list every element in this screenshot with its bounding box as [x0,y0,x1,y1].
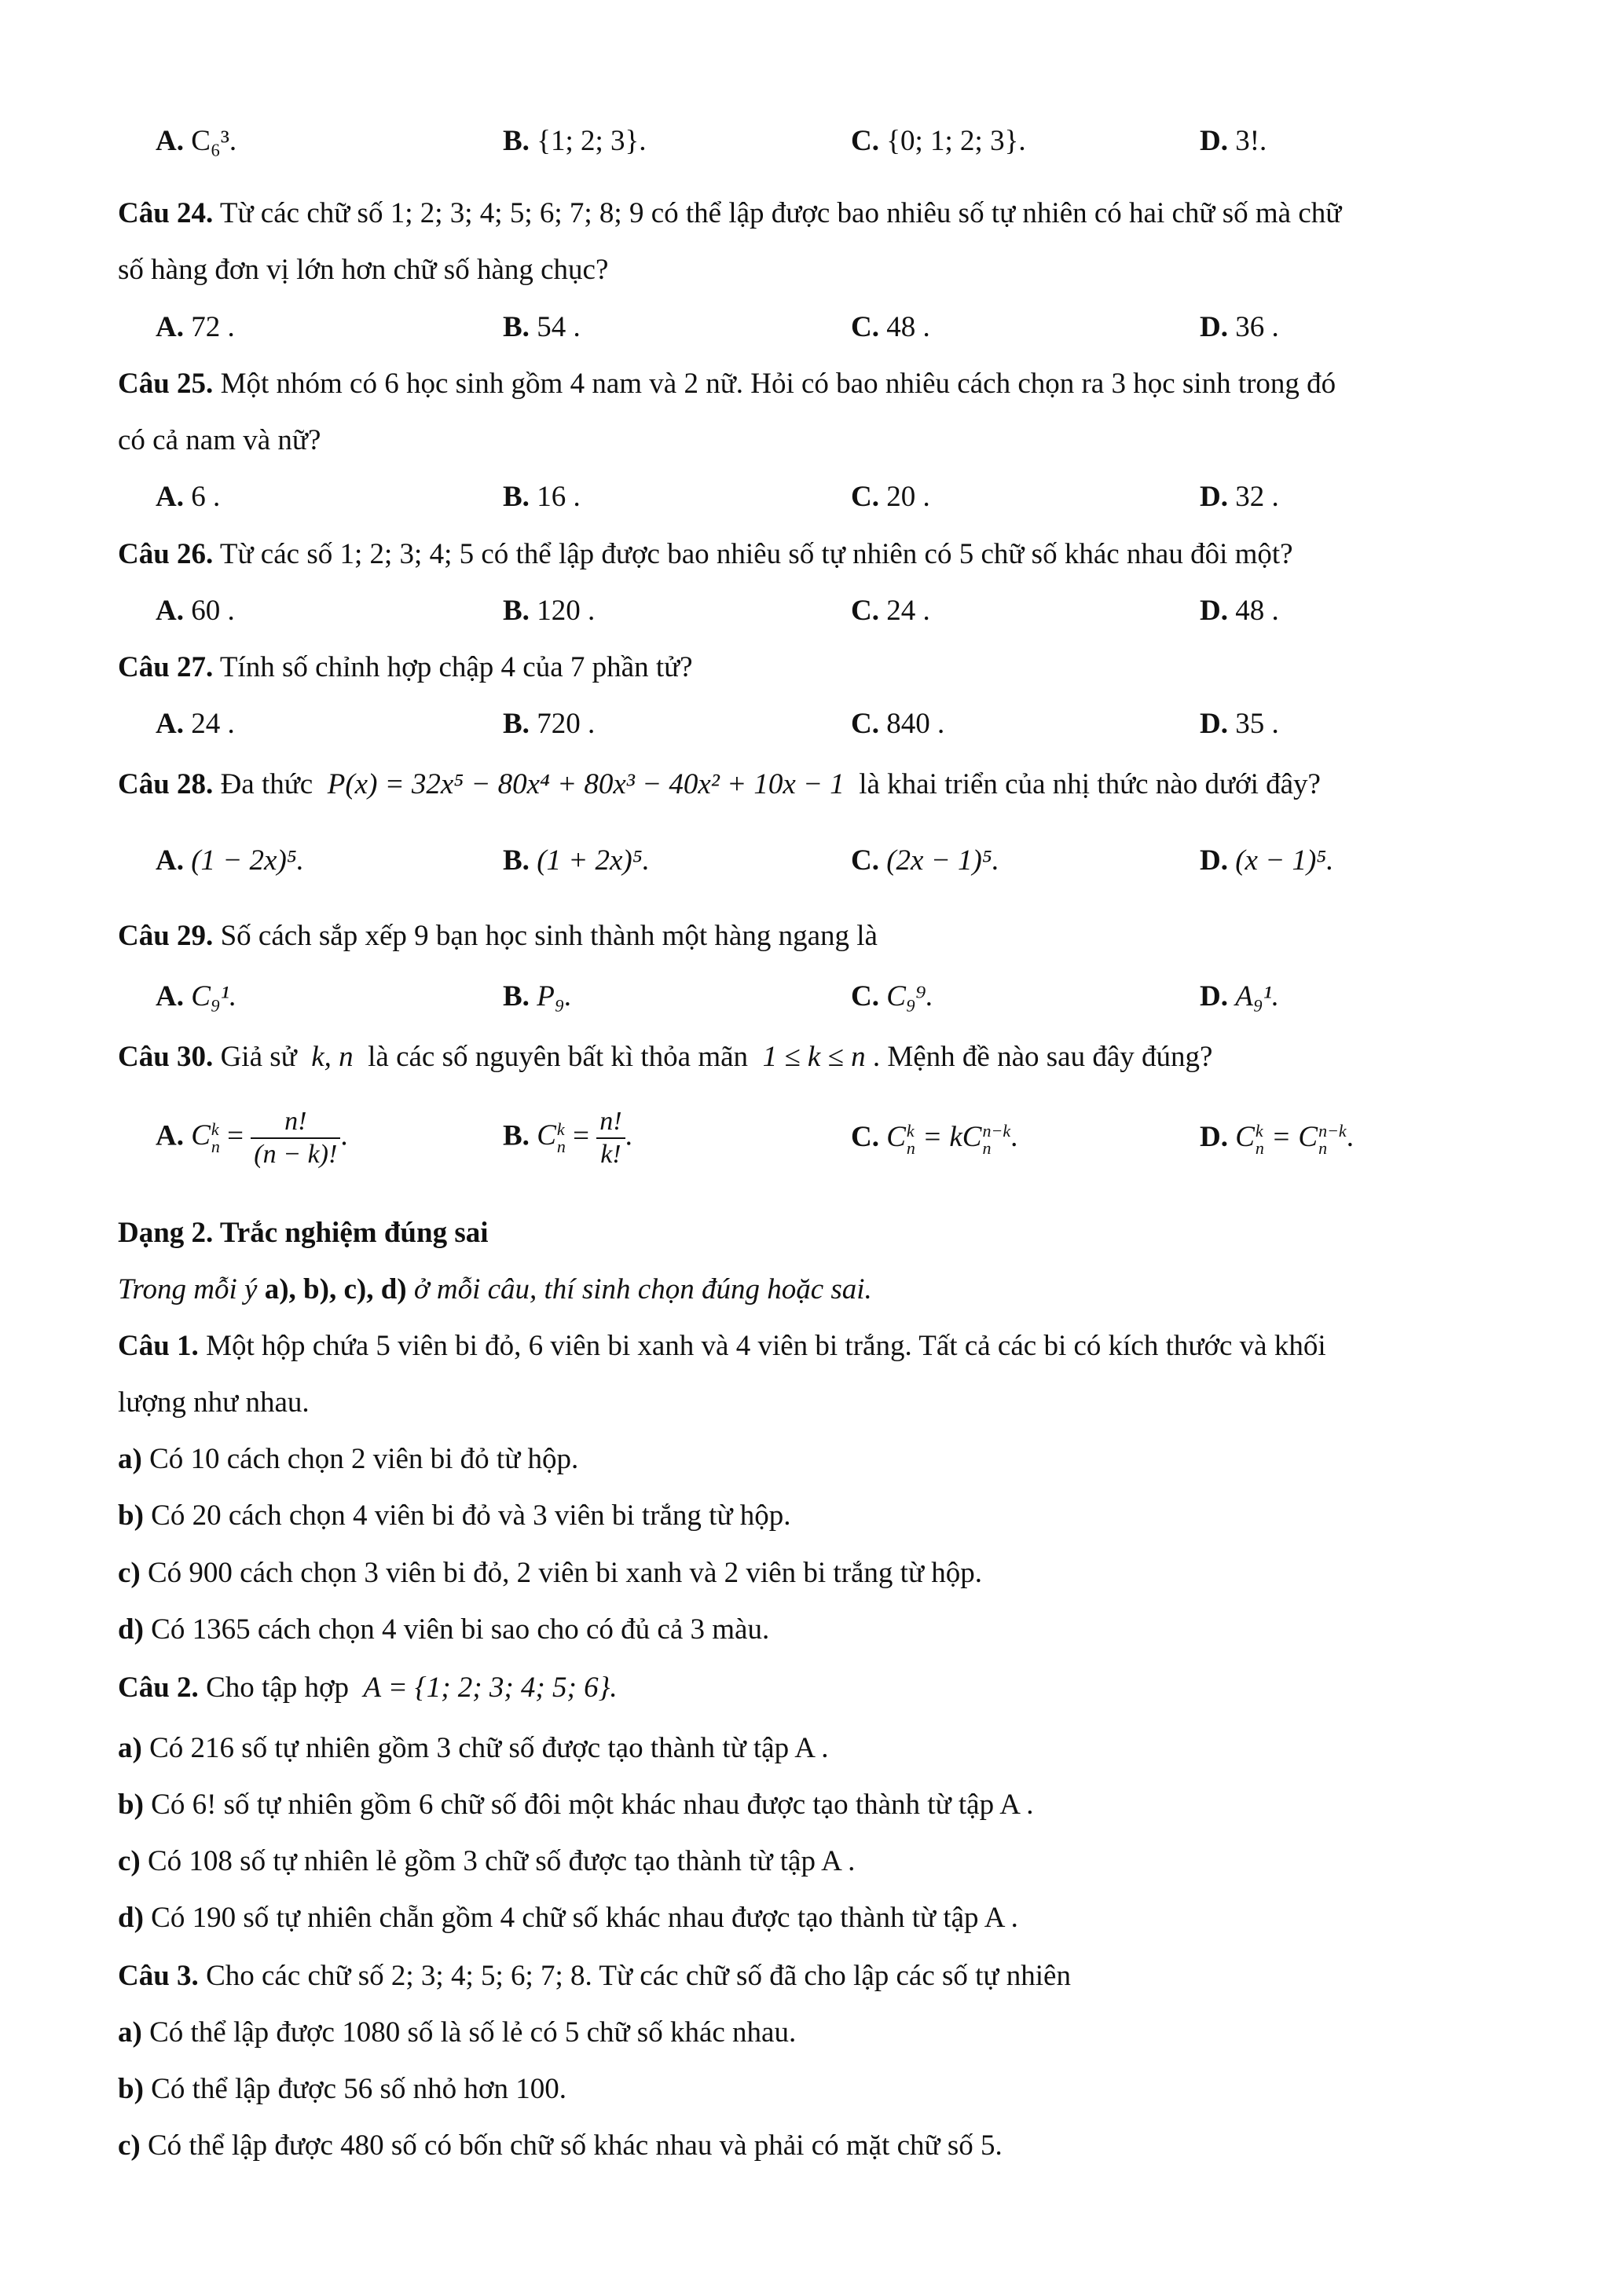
q30-options [0,1100,1624,1186]
q27-option-b: B. 720 . [503,708,596,740]
section-note: Trong mỗi ý a), b), c), d) ở mỗi câu, thí sinh chọn đúng hoặc sai. [118,1273,872,1305]
q27-option-c: C. 840 . [851,708,945,740]
q23-option-b: B. {1; 2; 3}. [503,125,647,157]
s2q2-item-d: d) Có 190 số tự nhiên chẵn gồm 4 chữ số khác nhau được tạo thành từ tập A . [118,1902,1018,1934]
s2q3-item-b: b) Có thể lập được 56 số nhỏ hơn 100. [118,2073,566,2105]
q26-option-c: C. 24 . [851,595,930,627]
q25-stem-line1: Câu 25. Một nhóm có 6 học sinh gồm 4 nam và 2 nữ. Hỏi có bao nhiêu cách chọn ra 3 học sinh trong đó [118,368,1336,400]
q29-option-b: B. P₉. [503,980,572,1013]
q28-option-a: A. (1 − 2x)⁵. [156,844,304,877]
q27-stem: Câu 27. Tính số chỉnh hợp chập 4 của 7 phần tử? [118,651,693,683]
q23-option-d: D. 3!. [1200,125,1267,157]
q30-label: Câu 30. [118,1041,214,1073]
q29-label: Câu 29. [118,920,214,952]
q26-option-b: B. 120 . [503,595,596,627]
q28-label: Câu 28. [118,768,214,800]
q29-option-a: A. C₉¹. [156,980,237,1013]
s2q3-item-c: c) Có thể lập được 480 số có bốn chữ số khác nhau và phải có mặt chữ số 5. [118,2129,1003,2162]
q28-option-c: C. (2x − 1)⁵. [851,844,999,877]
s2q1-item-b: b) Có 20 cách chọn 4 viên bi đỏ và 3 viên bi trắng từ hộp. [118,1500,791,1532]
q30-option-d: D. C k n = C n−k n . [1200,1120,1354,1158]
q24-stem-line2: số hàng đơn vị lớn hơn chữ số hàng chục? [118,254,609,286]
q25-stem-line2: có cả nam và nữ? [118,424,321,456]
s2q3-stem: Câu 3. Cho các chữ số 2; 3; 4; 5; 6; 7; 8. Từ các chữ số đã cho lập các số tự nhiên [118,1960,1071,1992]
q25-option-a: A. 6 . [156,481,221,513]
q28-option-d: D. (x − 1)⁵. [1200,844,1334,877]
q28-option-b: B. (1 + 2x)⁵. [503,844,650,877]
q23-option-c: C. {0; 1; 2; 3}. [851,125,1026,157]
q29-option-c: C. C₉⁹. [851,980,933,1013]
q24-option-c: C. 48 . [851,311,930,343]
q25-option-d: D. 32 . [1200,481,1279,513]
q25-options [0,472,1624,529]
section-heading: Dạng 2. Trắc nghiệm đúng sai [118,1217,489,1249]
q26-stem: Câu 26. Từ các số 1; 2; 3; 4; 5 có thể lập được bao nhiêu số tự nhiên có 5 chữ số khác nhau đôi một? [118,538,1293,570]
s2q2-stem: Câu 2. Cho tập hợp A = {1; 2; 3; 4; 5; 6}. [118,1672,618,1704]
q24-option-b: B. 54 . [503,311,581,343]
s2q2-item-b: b) Có 6! số tự nhiên gồm 6 chữ số đôi một khác nhau được tạo thành từ tập A . [118,1789,1034,1821]
q27-option-a: A. 24 . [156,708,235,740]
q29-options [0,972,1624,1028]
q26-option-a: A. 60 . [156,595,235,627]
q23-options [0,116,1624,173]
q26-label: Câu 26. [118,538,214,570]
s2q1-stem-line1: Câu 1. Một hộp chứa 5 viên bi đỏ, 6 viên bi xanh và 4 viên bi trắng. Tất cả các bi có kích thước và khối [118,1330,1326,1362]
q30-option-b: B. C k n = $\frac{n!}{k!}$ . [503,1107,632,1169]
q27-label: Câu 27. [118,651,214,683]
s2q1-item-a: a) Có 10 cách chọn 2 viên bi đỏ từ hộp. [118,1443,579,1475]
q26-options [0,586,1624,643]
s2q3-item-a: a) Có thể lập được 1080 số là số lẻ có 5 chữ số khác nhau. [118,2016,797,2049]
s2q1-item-d: d) Có 1365 cách chọn 4 viên bi sao cho có đủ cả 3 màu. [118,1613,770,1646]
s2q2-item-c: c) Có 108 số tự nhiên lẻ gồm 3 chữ số được tạo thành từ tập A . [118,1845,856,1877]
q30-stem: Câu 30. Giả sử k, n là các số nguyên bất kì thỏa mãn 1 ≤ k ≤ n . Mệnh đề nào sau đây đúng? [118,1041,1213,1073]
s2q2-item-a: a) Có 216 số tự nhiên gồm 3 chữ số được tạo thành từ tập A . [118,1732,829,1764]
q24-stem-line1 [0,189,1624,245]
q27-option-d: D. 35 . [1200,708,1279,740]
q25-label: Câu 25. [118,368,214,400]
q28-options [0,836,1624,892]
q24-option-d: D. 36 . [1200,311,1279,343]
q28-stem: Câu 28. Đa thức P(x) = 32x⁵ − 80x⁴ + 80x³ − 40x² + 10x − 1 là khai triển của nhị thức nào dưới đây? [118,768,1321,800]
s2q1-item-c: c) Có 900 cách chọn 3 viên bi đỏ, 2 viên bi xanh và 2 viên bi trắng từ hộp. [118,1557,983,1589]
q24-options [0,302,1624,359]
q26-option-d: D. 48 . [1200,595,1279,627]
q30-option-c: C. C k n = kC n−k n . [851,1120,1018,1158]
q29-option-d: D. A₉¹. [1200,980,1280,1013]
q24-label: Câu 24. [118,197,214,229]
q23-option-a: A. C₆³. [156,125,237,157]
q27-options [0,699,1624,756]
q28-polynomial: P(x) = 32x⁵ − 80x⁴ + 80x³ − 40x² + 10x − 1 [327,768,845,800]
q29-stem: Câu 29. Số cách sắp xếp 9 bạn học sinh thành một hàng ngang là [118,920,878,952]
q24-option-a: A. 72 . [156,311,235,343]
q24-text: Từ các chữ số 1; 2; 3; 4; 5; 6; 7; 8; 9 có thể lập được bao nhiêu số tự nhiên có hai chữ số mà chữ [219,197,1342,229]
s2q1-stem-line2: lượng như nhau. [118,1386,310,1419]
q30-option-a: A. C k n = $\frac{n!}{(n - k)!}$ . [156,1107,348,1169]
q25-option-c: C. 20 . [851,481,930,513]
q25-option-b: B. 16 . [503,481,581,513]
